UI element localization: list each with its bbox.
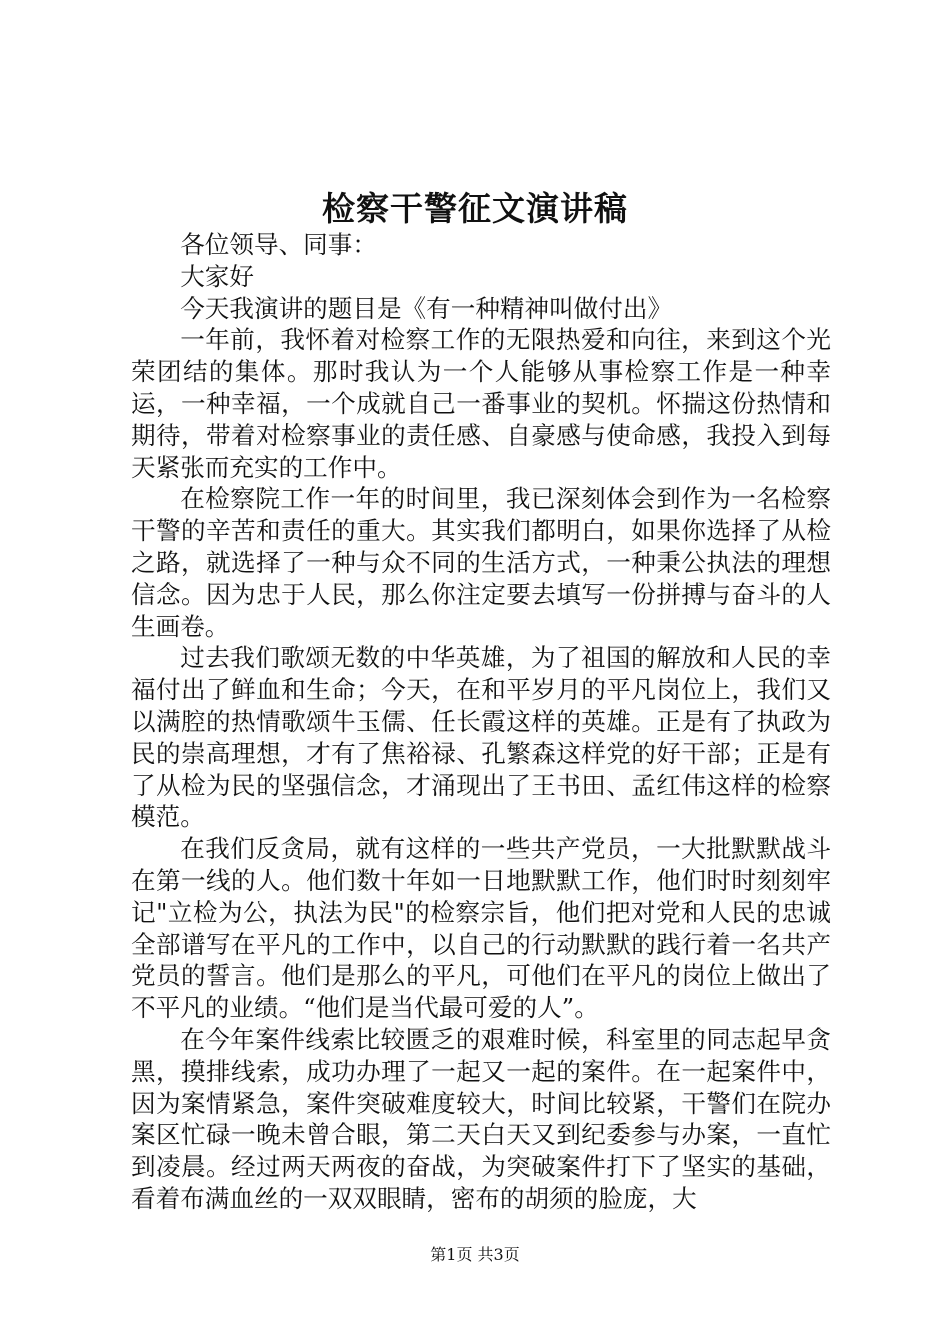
page-number-footer: 第1页 共3页 — [430, 1245, 520, 1264]
paragraph-greeting: 大家好 — [180, 261, 254, 291]
paragraph-topic: 今天我演讲的题目是《有一种精神叫做付出》 — [180, 293, 673, 323]
paragraph-salutation: 各位领导、同事： — [180, 230, 377, 259]
paragraph-body-5: 在今年案件线索比较匮乏的艰难时候，科室里的同志起早贪黑，摸排线索，成功办理了一起又一起的案件。在一起案件中，因为案情紧急，案件突破难度较大，时间比较紧，干警们在院办案区忙碌一晚未曾合眼，第二天白天又到纪委参与办案，一直忙到凌晨。经过两天两夜的奋战，为突破案件打下了坚实的基础，看着布满血丝的一双双眼睛，密布的胡须的脸庞，大 — [131, 1024, 831, 1213]
paragraph-body-2: 在检察院工作一年的时间里，我已深刻体会到作为一名检察干警的辛苦和责任的重大。其实我们都明白，如果你选择了从检之路，就选择了一种与众不同的生活方式，一种秉公执法的理想信念。因为忠于人民，那么你注定要去填写一份拼搏与奋斗的人生画卷。 — [131, 484, 831, 641]
paragraph-body-4: 在我们反贪局，就有这样的一些共产党员，一大批默默战斗在第一线的人。他们数十年如一日地默默工作，他们时时刻刻牢记"立检为公，执法为民"的检察宗旨，他们把对党和人民的忠诚全部谱写在平凡的工作中，以自己的行动默默的践行着一名共产党员的誓言。他们是那么的平凡，可他们在平凡的岗位上做出了不平凡的业绩。“他们是当代最可爱的人”。 — [131, 834, 831, 1023]
document-title: 检察干警征文演讲稿 — [322, 189, 628, 228]
paragraph-body-1: 一年前，我怀着对检察工作的无限热爱和向往，来到这个光荣团结的集体。那时我认为一个人能够从事检察工作是一种幸运，一种幸福，一个成就自己一番事业的契机。怀揣这份热情和期待，带着对检察事业的责任感、自豪感与使命感，我投入到每天紧张而充实的工作中。 — [131, 325, 831, 482]
document-body — [131, 229, 831, 1215]
paragraph-body-3: 过去我们歌颂无数的中华英雄，为了祖国的解放和人民的幸福付出了鲜血和生命；今天，在和平岁月的平凡岗位上，我们又以满腔的热情歌颂牛玉儒、任长霞这样的英雄。正是有了执政为民的崇高理想，才有了焦裕禄、孔繁森这样党的好干部；正是有了从检为民的坚强信念，才涌现出了王书田、孟红伟这样的检察模范。 — [131, 643, 831, 832]
